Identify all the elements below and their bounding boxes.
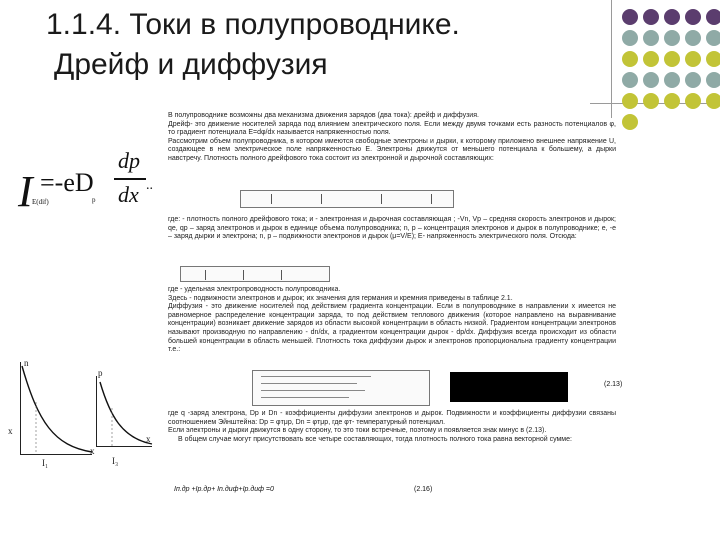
decor-dot-purple bbox=[622, 9, 638, 25]
graph2-axis-label: p bbox=[98, 368, 103, 378]
decor-dot-teal bbox=[664, 72, 680, 88]
conductivity-equation-image bbox=[180, 266, 330, 282]
slide-title-line1: 1.1.4. Токи в полупроводнике. bbox=[46, 8, 460, 41]
doc-para-4: где: - плотность полного дрейфового тока; и - электронная и дырочная составляющая ; -Vn, Vp – средняя скорость электронов и дырок; qe, qp – заряд электронов и дырок в единице объема полупроводника; n, p – концентрация электронов и дырок в полупроводнике; e, -e – заряд дырки и электрона; n, p – подвижности электронов и дырок (μ=V/E); E- напряженность электрического поля. Отсюда: bbox=[168, 216, 616, 241]
decor-dot-olive bbox=[685, 51, 701, 67]
doc-para-8: где q -заряд электрона, Dp и Dn - коэффициенты диффузии электронов и дырок. Подвижности и коэффициенты диффузии связаны соотношением Эйнштейна: Dp = φтμp, Dn = φтμр, где φт- температурный потенциал. bbox=[168, 410, 616, 426]
eq-mark bbox=[271, 194, 272, 204]
decor-dot-olive bbox=[622, 51, 638, 67]
graph1-current-label: I₁ bbox=[42, 458, 49, 468]
decor-dot-olive bbox=[706, 93, 720, 109]
decor-dot-olive bbox=[685, 93, 701, 109]
graph1-left-label: x bbox=[8, 426, 13, 436]
slide-title-line2: Дрейф и диффузия bbox=[54, 48, 328, 81]
final-equation: Iп.др +Ip.др+ In.диф+Ip.диф =0 bbox=[174, 486, 274, 493]
doc-para-3: Рассмотрим объем полупроводника, в котором имеются свободные электроны и дырки, к которому приложено внешнее напряжение U, создающее в нем электрическое поле напряженностью E. Электроны движутся от меньшего потенциала к большему, а дырки навстречу. Плотность полного дрейфового тока состоит из электронной и дырочной составляющих: bbox=[168, 137, 616, 162]
eq-mark bbox=[431, 194, 432, 204]
decor-dot-olive bbox=[706, 51, 720, 67]
decor-dot-teal bbox=[664, 30, 680, 46]
decor-dot-teal bbox=[685, 72, 701, 88]
formula-sub-I: Е(dif) bbox=[32, 198, 49, 206]
doc-block-3 bbox=[168, 286, 616, 355]
decor-dot-teal bbox=[643, 72, 659, 88]
formula-eq: =-eD bbox=[40, 168, 94, 197]
doc-para-5: где - удельная электропроводность полупроводника. bbox=[168, 286, 341, 293]
decor-dot-teal bbox=[685, 30, 701, 46]
equation-number-216: (2.16) bbox=[414, 486, 433, 493]
decor-dot-purple bbox=[664, 9, 680, 25]
decor-dot-purple bbox=[706, 9, 720, 25]
eq-line bbox=[261, 390, 365, 391]
decor-dot-olive bbox=[643, 51, 659, 67]
decor-vertical-line bbox=[611, 0, 612, 118]
equation-number-213: (2.13) bbox=[604, 381, 623, 388]
graph1-axis-label: n bbox=[24, 358, 29, 368]
decor-dot-purple bbox=[685, 9, 701, 25]
graph1-curve bbox=[20, 362, 96, 456]
doc-para-10: В общем случае могут присутствовать все четыре составляющих, тогда плотность полного тока равна векторной сумме: bbox=[178, 435, 572, 443]
eq-mark bbox=[243, 270, 244, 280]
diffusion-current-equation-image bbox=[252, 370, 430, 406]
decor-dot-olive bbox=[622, 93, 638, 109]
graph1-x-label: x bbox=[90, 446, 95, 456]
decor-dot-purple bbox=[643, 9, 659, 25]
formula-fraction-bar bbox=[114, 178, 146, 180]
doc-block-4 bbox=[168, 410, 616, 444]
decor-dot-olive bbox=[643, 93, 659, 109]
eq-mark bbox=[321, 194, 322, 204]
doc-para-7: Диффузия - это движение носителей под действием градиента концентрации. Если в полупроводнике в направлении x имеется не равномерное распределение концентрации заряда, то под действием теплового движения (которое направлено на выравнивание концентрации) возникает движение зарядов из области высокой концентрации в область низкой. Градиентом концентрации электронов называют производную по направлению - dn/dx, а градиентом концентрации дырок - dp/dx. Диффузия всегда происходит из области большей концентрации в область меньшей. Плотность тока диффузии дырок и электронов пропорциональна градиенту концентрации т.е.: bbox=[168, 303, 616, 354]
decor-dot-olive bbox=[664, 51, 680, 67]
eq-line bbox=[261, 376, 371, 377]
decor-dot-teal bbox=[706, 72, 720, 88]
doc-para-1: В полупроводнике возможны два механизма движения зарядов (два тока): дрейф и диффузия. bbox=[168, 112, 479, 119]
doc-para-6: Здесь - подвижности электронов и дырок; их значения для германия и кремния приведены в таблице 2.1. bbox=[168, 294, 513, 302]
decor-dot-olive bbox=[664, 93, 680, 109]
doc-block-2 bbox=[168, 216, 616, 242]
decor-dot-teal bbox=[643, 30, 659, 46]
decor-dot-teal bbox=[622, 72, 638, 88]
eq-mark bbox=[281, 270, 282, 280]
eq-mark bbox=[205, 270, 206, 280]
eq-line bbox=[261, 397, 349, 398]
formula-dots: .. bbox=[146, 178, 153, 193]
decor-dot-teal bbox=[706, 30, 720, 46]
formula-denominator: dx bbox=[118, 182, 139, 207]
eq-line bbox=[261, 383, 357, 384]
decor-dot-teal bbox=[622, 30, 638, 46]
doc-para-2: Дрейф- это движение носителей заряда под влиянием электрического поля. Если между двумя точками есть разность потенциалов φ, то градиент потенциала E=dφ/dx называется напряженностью поля. bbox=[168, 120, 616, 137]
graph2-current-label: I₃ bbox=[112, 456, 119, 466]
drift-current-equation-image bbox=[240, 190, 454, 208]
eq-mark bbox=[381, 194, 382, 204]
doc-block-1 bbox=[168, 112, 616, 164]
formula-sub-D: р bbox=[92, 196, 96, 204]
equation-image-dark bbox=[450, 372, 568, 402]
graph2-x-label: x bbox=[146, 434, 151, 444]
doc-para-9: Если электроны и дырки движутся в одну сторону, то это токи встречные, поэтому и появляется знак минус в (2.13). bbox=[168, 427, 547, 435]
formula-numerator: dp bbox=[118, 148, 140, 173]
decor-dot-olive bbox=[622, 114, 638, 130]
formula-I: I bbox=[18, 167, 33, 216]
